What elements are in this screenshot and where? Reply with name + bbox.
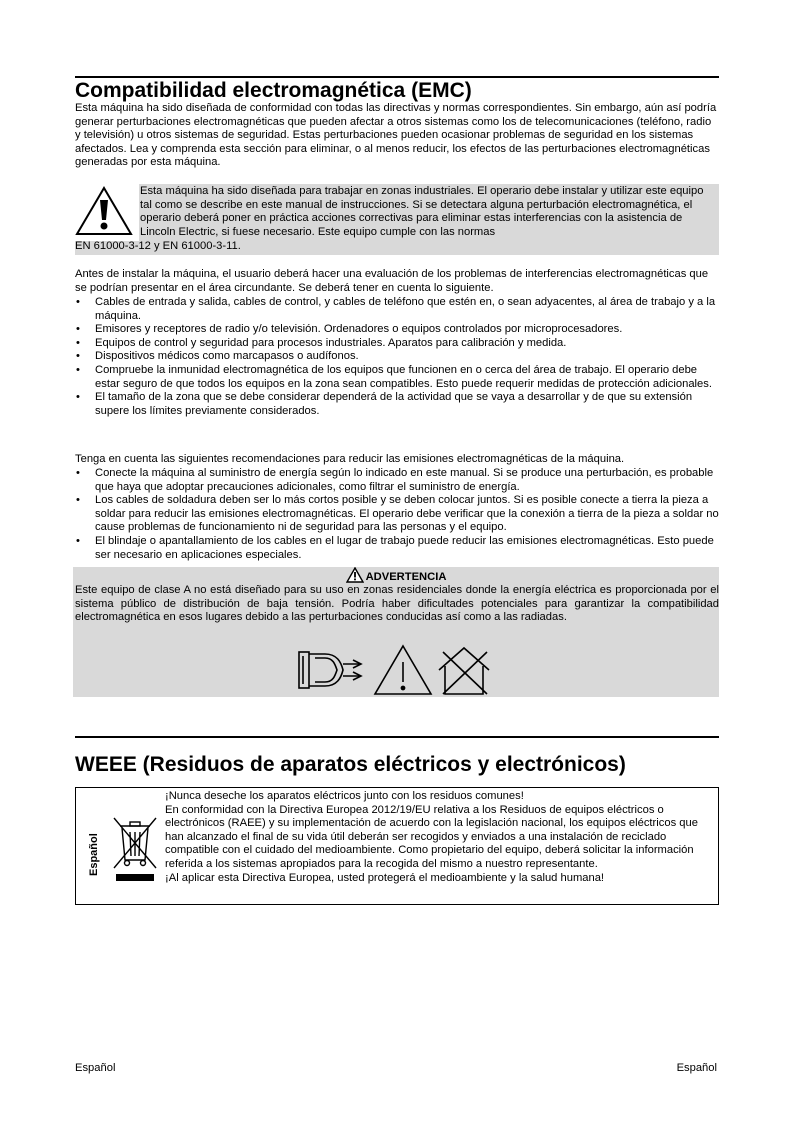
advertencia-box — [73, 567, 719, 697]
list-item: • El tamaño de la zona que se debe considerar dependerá de la actividad que se vaya a desarrollar y de que su extensión supere los límites previamente considerados. — [75, 391, 719, 418]
weee-line: ¡Nunca deseche los aparatos eléctricos junto con los residuos comunes! — [165, 790, 524, 802]
emc-warning-block — [75, 184, 719, 255]
warning-triangle-icon — [346, 567, 364, 583]
weee-side-text: Español — [88, 833, 100, 876]
emc-intro — [75, 102, 719, 170]
footer-left: Español — [75, 1062, 116, 1074]
list-item: • Conecte la máquina al suministro de energía según lo indicado en este manual. Si se produce una perturbación, es probable que haya que adoptar precauciones adicionales, como filtrar el suministro de energía. — [75, 467, 719, 494]
list-item: • El blindaje o apantallamiento de los cables en el lugar de trabajo puede reducir las emisiones electromagnéticas. Esto puede ser necesario en aplicaciones especiales. — [75, 535, 719, 562]
weee-text — [165, 790, 715, 885]
emc-intro-text: Esta máquina ha sido diseñada de conformidad con todas las directivas y normas correspondientes. Sin embargo, aún así podría generar perturbaciones electromagnéticas que pueden afectar a otros sistemas como los de telecomunicaciones (teléfono, radio y televisión) u otros sistemas de seguridad. Estas perturbaciones pueden ocasionar problemas de seguridad en los sistemas afectados. Lea y comprenda esta sección para eliminar, o al menos reducir, los efectos de las perturbaciones electromagnéticas generadas por esta máquina. — [75, 102, 717, 169]
list-item: • Compruebe la inmunidad electromagnética de los equipos que funcionen en o cerca del área de trabajo. El operario debe estar seguro de que todos los equipos en la zona sean compatibles. Esto puede requerir medidas de protección adicionales. — [75, 364, 719, 391]
recommend-intro-text: Tenga en cuenta las siguientes recomendaciones para reducir las emisiones electromagnéticas de la máquina. — [75, 453, 625, 465]
weee-box — [75, 787, 719, 905]
warning-text-tail: EN 61000-3-12 y EN 61000-3-11. — [75, 240, 241, 252]
footer-right: Español — [676, 1062, 717, 1074]
list-item: • Los cables de soldadura deben ser lo más cortos posible y se deben colocar juntos. Si es posible conecte a tierra la pieza a soldar para reducir las emisiones electromagnéticas. El operario debe verificar que la conexión a tierra de la pieza a soldar no cause problemas de funcionamiento ni de seguridad para las personas y el equipo. — [75, 494, 719, 535]
list-item: • Dispositivos médicos como marcapasos o audífonos. — [75, 350, 719, 364]
emc-top-rule — [75, 76, 719, 78]
crossed-house-icon — [439, 648, 489, 694]
list-item: • Cables de entrada y salida, cables de control, y cables de teléfono que estén en, o sean adyacentes, al área de trabajo y a la máquina. — [75, 296, 719, 323]
recommend-intro — [75, 453, 719, 467]
evaluation-list — [75, 296, 719, 418]
weee-top-rule — [75, 736, 719, 738]
emc-heading: Compatibilidad electromagnética (EMC) — [75, 79, 472, 102]
advertencia-title-text: ADVERTENCIA — [365, 571, 447, 583]
crossed-bin-icon — [110, 812, 160, 884]
weee-side-label — [82, 818, 104, 878]
weee-heading: WEEE (Residuos de aparatos eléctricos y electrónicos) — [75, 753, 626, 776]
residential-warning-pictograms — [297, 644, 493, 696]
plug-icon — [299, 652, 361, 688]
hazard-triangle-icon — [375, 646, 431, 694]
exclamation-triangle-icon — [75, 186, 133, 236]
list-item: • Equipos de control y seguridad para procesos industriales. Aparatos para calibración y medida. — [75, 337, 719, 351]
advertencia-text: Este equipo de clase A no está diseñado para su uso en zonas residenciales donde la energía eléctrica es proporcionada por el sistema público de distribución de baja tensión. Podría haber dificultades potenciales para garantizar la compatibilidad electromagnética en esos lugares debido a las perturbaciones conducidas así como a las radiadas. — [75, 584, 719, 624]
evaluation-intro — [75, 268, 719, 295]
list-item: • Emisores y receptores de radio y/o televisión. Ordenadores o equipos controlados por microprocesadores. — [75, 323, 719, 337]
warning-text: Esta máquina ha sido diseñada para trabajar en zonas industriales. El operario debe instalar y utilizar este equipo tal como se describe en este manual de instrucciones. Si se detectara alguna perturbación electromagnética, el operario deberá poner en práctica acciones correctivas para eliminar estas interferencias con la asistencia de Lincoln Electric, si fuese necesario. Este equipo cumple con las normas — [140, 185, 704, 238]
weee-line: En conformidad con la Directiva Europea 2012/19/EU relativa a los Residuos de equipos eléctricos o electrónicos (RAEE) y su implementación de acuerdo con la legislación nacional, los equipos eléctricos que han alcanzado el final de su vida útil deberán ser recogidos y enviados a una instalación de reciclado compatible con el cuidado del medioambiente. Como propietario del equipo, deberá solicitar la información referida a los sistemas apropiados para la recogida del mismo a nuestro representante. — [165, 803, 698, 870]
weee-line: ¡Al aplicar esta Directiva Europea, usted protegerá el medioambiente y la salud humana! — [165, 871, 605, 884]
evaluation-intro-text: Antes de instalar la máquina, el usuario deberá hacer una evaluación de los problemas de interferencias electromagnéticas que se podrían presentar en el área circundante. Se deberá tener en cuenta lo siguiente. — [75, 268, 709, 294]
recommend-list — [75, 467, 719, 562]
